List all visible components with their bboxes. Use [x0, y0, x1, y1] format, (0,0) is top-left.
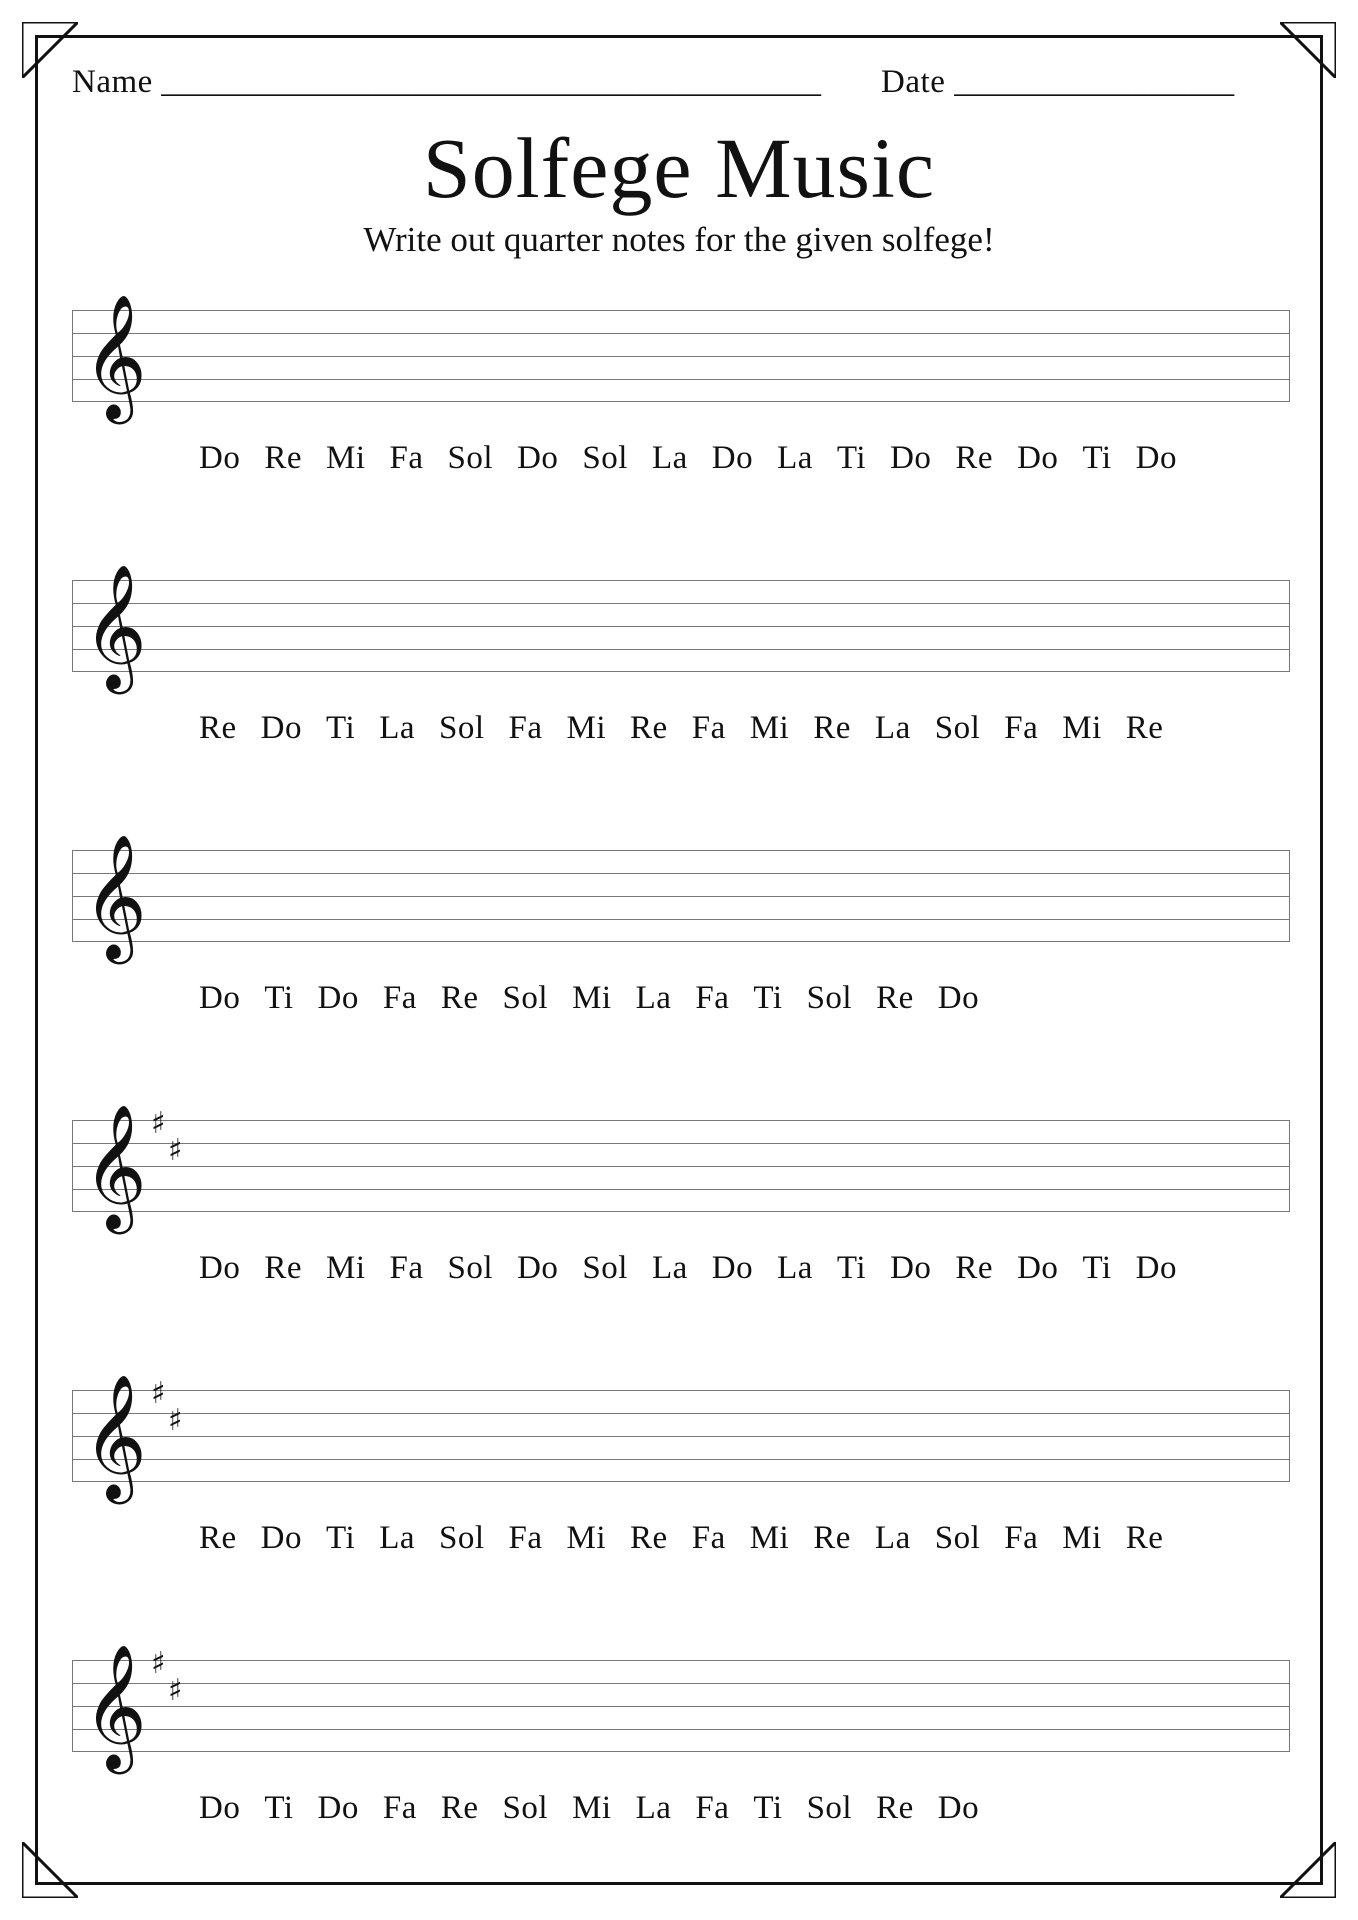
- solfege-syllable: Do: [890, 1250, 932, 1286]
- treble-clef-icon: 𝄞: [83, 1104, 147, 1229]
- solfege-syllable: Sol: [582, 440, 628, 476]
- solfege-syllable: Fa: [389, 1250, 424, 1286]
- solfege-syllable: Sol: [934, 1520, 981, 1556]
- solfege-row: [199, 708, 1187, 748]
- solfege-syllable: La: [874, 710, 911, 746]
- solfege-syllable: Re: [630, 710, 668, 746]
- solfege-syllable: Do: [890, 440, 932, 476]
- solfege-syllable: Do: [199, 980, 241, 1016]
- solfege-syllable: Sol: [502, 980, 549, 1016]
- solfege-syllable: Mi: [749, 1520, 790, 1556]
- solfege-syllable: Do: [517, 440, 559, 476]
- page-title: Solfege Music: [422, 120, 936, 216]
- solfege-syllable: Re: [264, 1250, 303, 1286]
- solfege-syllable: Do: [517, 1250, 559, 1286]
- solfege-syllable: Mi: [572, 1790, 612, 1826]
- solfege-syllable: Re: [199, 710, 237, 746]
- exercise-3: [72, 834, 1290, 1050]
- solfege-syllable: Re: [1125, 710, 1164, 746]
- solfege-syllable: Fa: [1004, 710, 1039, 746]
- music-staff[interactable]: [72, 1644, 1290, 1769]
- solfege-syllable: Mi: [572, 980, 612, 1016]
- solfege-syllable: Sol: [806, 1790, 853, 1826]
- solfege-syllable: Mi: [566, 1520, 607, 1556]
- solfege-syllable: Ti: [1082, 440, 1112, 476]
- solfege-syllable: La: [777, 440, 813, 476]
- solfege-row: [199, 1248, 1201, 1288]
- staff-line: [73, 379, 1289, 380]
- solfege-syllable: La: [635, 980, 672, 1016]
- solfege-syllable: Do: [1017, 1250, 1059, 1286]
- solfege-syllable: Ti: [264, 1790, 294, 1826]
- solfege-syllable: Fa: [695, 1790, 730, 1826]
- solfege-syllable: Do: [317, 980, 359, 1016]
- exercise-6: [72, 1644, 1290, 1860]
- music-staff[interactable]: [72, 1104, 1290, 1229]
- date-label: Date: [881, 64, 946, 100]
- staff-line: [73, 603, 1289, 604]
- music-staff[interactable]: [72, 564, 1290, 689]
- solfege-syllable: Fa: [695, 980, 730, 1016]
- corner-triangle-icon: [22, 22, 78, 78]
- solfege-syllable: Fa: [382, 1790, 417, 1826]
- staff-line: [73, 1189, 1289, 1190]
- solfege-syllable: Re: [876, 980, 914, 1016]
- solfege-syllable: Do: [711, 1250, 754, 1286]
- solfege-syllable: Do: [199, 1250, 241, 1286]
- solfege-row: [199, 978, 1003, 1018]
- solfege-syllable: Sol: [447, 1250, 494, 1286]
- solfege-syllable: Mi: [749, 710, 790, 746]
- solfege-syllable: Re: [813, 1520, 851, 1556]
- solfege-row: [199, 1788, 1003, 1828]
- sharp-icon: ♯: [168, 1133, 183, 1168]
- solfege-syllable: Sol: [806, 980, 853, 1016]
- solfege-syllable: Sol: [502, 1790, 549, 1826]
- sharp-icon: ♯: [151, 1106, 166, 1141]
- music-staff[interactable]: [72, 294, 1290, 419]
- staff-line: [73, 626, 1289, 627]
- music-staff[interactable]: [72, 834, 1290, 959]
- solfege-syllable: Re: [876, 1790, 914, 1826]
- exercise-5: [72, 1374, 1290, 1590]
- solfege-row: [199, 438, 1201, 478]
- solfege-syllable: Re: [440, 1790, 479, 1826]
- staff-line: [73, 649, 1289, 650]
- solfege-syllable: Fa: [382, 980, 417, 1016]
- staff-line: [73, 333, 1289, 334]
- solfege-syllable: Re: [955, 440, 994, 476]
- solfege-syllable: Mi: [566, 710, 607, 746]
- solfege-syllable: Do: [1017, 440, 1059, 476]
- solfege-syllable: Mi: [1062, 1520, 1102, 1556]
- solfege-syllable: Ti: [836, 440, 867, 476]
- solfege-syllable: Ti: [1082, 1250, 1112, 1286]
- name-date-line: [72, 64, 1292, 108]
- music-staff[interactable]: [72, 1374, 1290, 1499]
- solfege-syllable: Sol: [934, 710, 981, 746]
- staff-line: [73, 873, 1289, 874]
- solfege-syllable: La: [777, 1250, 813, 1286]
- solfege-syllable: Do: [199, 440, 241, 476]
- solfege-syllable: La: [379, 710, 415, 746]
- solfege-syllable: Fa: [508, 710, 543, 746]
- solfege-syllable: Ti: [326, 710, 356, 746]
- solfege-syllable: Fa: [691, 710, 726, 746]
- solfege-syllable: La: [651, 440, 688, 476]
- solfege-syllable: Do: [711, 440, 754, 476]
- solfege-syllable: Sol: [439, 1520, 485, 1556]
- solfege-syllable: Do: [937, 1790, 980, 1826]
- solfege-syllable: Mi: [326, 1250, 366, 1286]
- staff-line: [73, 1683, 1289, 1684]
- solfege-syllable: Ti: [753, 980, 783, 1016]
- solfege-syllable: La: [379, 1520, 415, 1556]
- staff-line: [73, 1706, 1289, 1707]
- solfege-syllable: Re: [1125, 1520, 1164, 1556]
- staff-line: [73, 356, 1289, 357]
- sharp-icon: ♯: [151, 1646, 166, 1681]
- exercise-4: [72, 1104, 1290, 1320]
- staff-line: [73, 919, 1289, 920]
- solfege-syllable: Sol: [582, 1250, 628, 1286]
- sharp-icon: ♯: [151, 1376, 166, 1411]
- solfege-syllable: Fa: [389, 440, 424, 476]
- treble-clef-icon: 𝄞: [83, 834, 147, 959]
- solfege-syllable: Do: [1135, 440, 1177, 476]
- solfege-syllable: Ti: [326, 1520, 356, 1556]
- solfege-syllable: Do: [937, 980, 980, 1016]
- date-field[interactable]: _________________: [953, 64, 1235, 100]
- staff-line: [73, 1413, 1289, 1414]
- treble-clef-icon: 𝄞: [83, 564, 147, 689]
- solfege-syllable: Do: [199, 1790, 241, 1826]
- solfege-syllable: La: [651, 1250, 688, 1286]
- solfege-syllable: Mi: [326, 440, 366, 476]
- solfege-syllable: Re: [440, 980, 479, 1016]
- corner-triangle-icon: [22, 1842, 78, 1898]
- solfege-syllable: Ti: [753, 1790, 783, 1826]
- sharp-icon: ♯: [168, 1673, 183, 1708]
- solfege-syllable: Fa: [1004, 1520, 1039, 1556]
- instructions: Write out quarter notes for the given solfege!: [363, 220, 995, 259]
- solfege-syllable: Re: [199, 1520, 237, 1556]
- solfege-syllable: La: [874, 1520, 911, 1556]
- staff-line: [73, 1166, 1289, 1167]
- solfege-syllable: Mi: [1062, 710, 1102, 746]
- treble-clef-icon: 𝄞: [83, 1644, 147, 1769]
- solfege-syllable: Do: [317, 1790, 359, 1826]
- staff-line: [73, 1436, 1289, 1437]
- staff-line: [73, 1143, 1289, 1144]
- solfege-syllable: Fa: [508, 1520, 543, 1556]
- solfege-syllable: Re: [264, 440, 303, 476]
- name-label: Name: [72, 64, 153, 100]
- solfege-syllable: La: [635, 1790, 672, 1826]
- treble-clef-icon: 𝄞: [83, 1374, 147, 1499]
- solfege-syllable: Do: [260, 1520, 303, 1556]
- solfege-syllable: Fa: [691, 1520, 726, 1556]
- name-field[interactable]: ________________________________________: [161, 64, 822, 100]
- solfege-syllable: Re: [955, 1250, 994, 1286]
- solfege-syllable: Do: [260, 710, 303, 746]
- solfege-syllable: Sol: [447, 440, 494, 476]
- solfege-syllable: Re: [813, 710, 851, 746]
- solfege-syllable: Do: [1135, 1250, 1177, 1286]
- staff-line: [73, 896, 1289, 897]
- solfege-syllable: Ti: [264, 980, 294, 1016]
- sharp-icon: ♯: [168, 1403, 183, 1438]
- treble-clef-icon: 𝄞: [83, 294, 147, 419]
- exercise-1: [72, 294, 1290, 510]
- staff-line: [73, 1729, 1289, 1730]
- solfege-syllable: Ti: [836, 1250, 867, 1286]
- solfege-syllable: Sol: [439, 710, 485, 746]
- solfege-row: [199, 1518, 1187, 1558]
- exercise-2: [72, 564, 1290, 780]
- solfege-syllable: Re: [630, 1520, 668, 1556]
- staff-line: [73, 1459, 1289, 1460]
